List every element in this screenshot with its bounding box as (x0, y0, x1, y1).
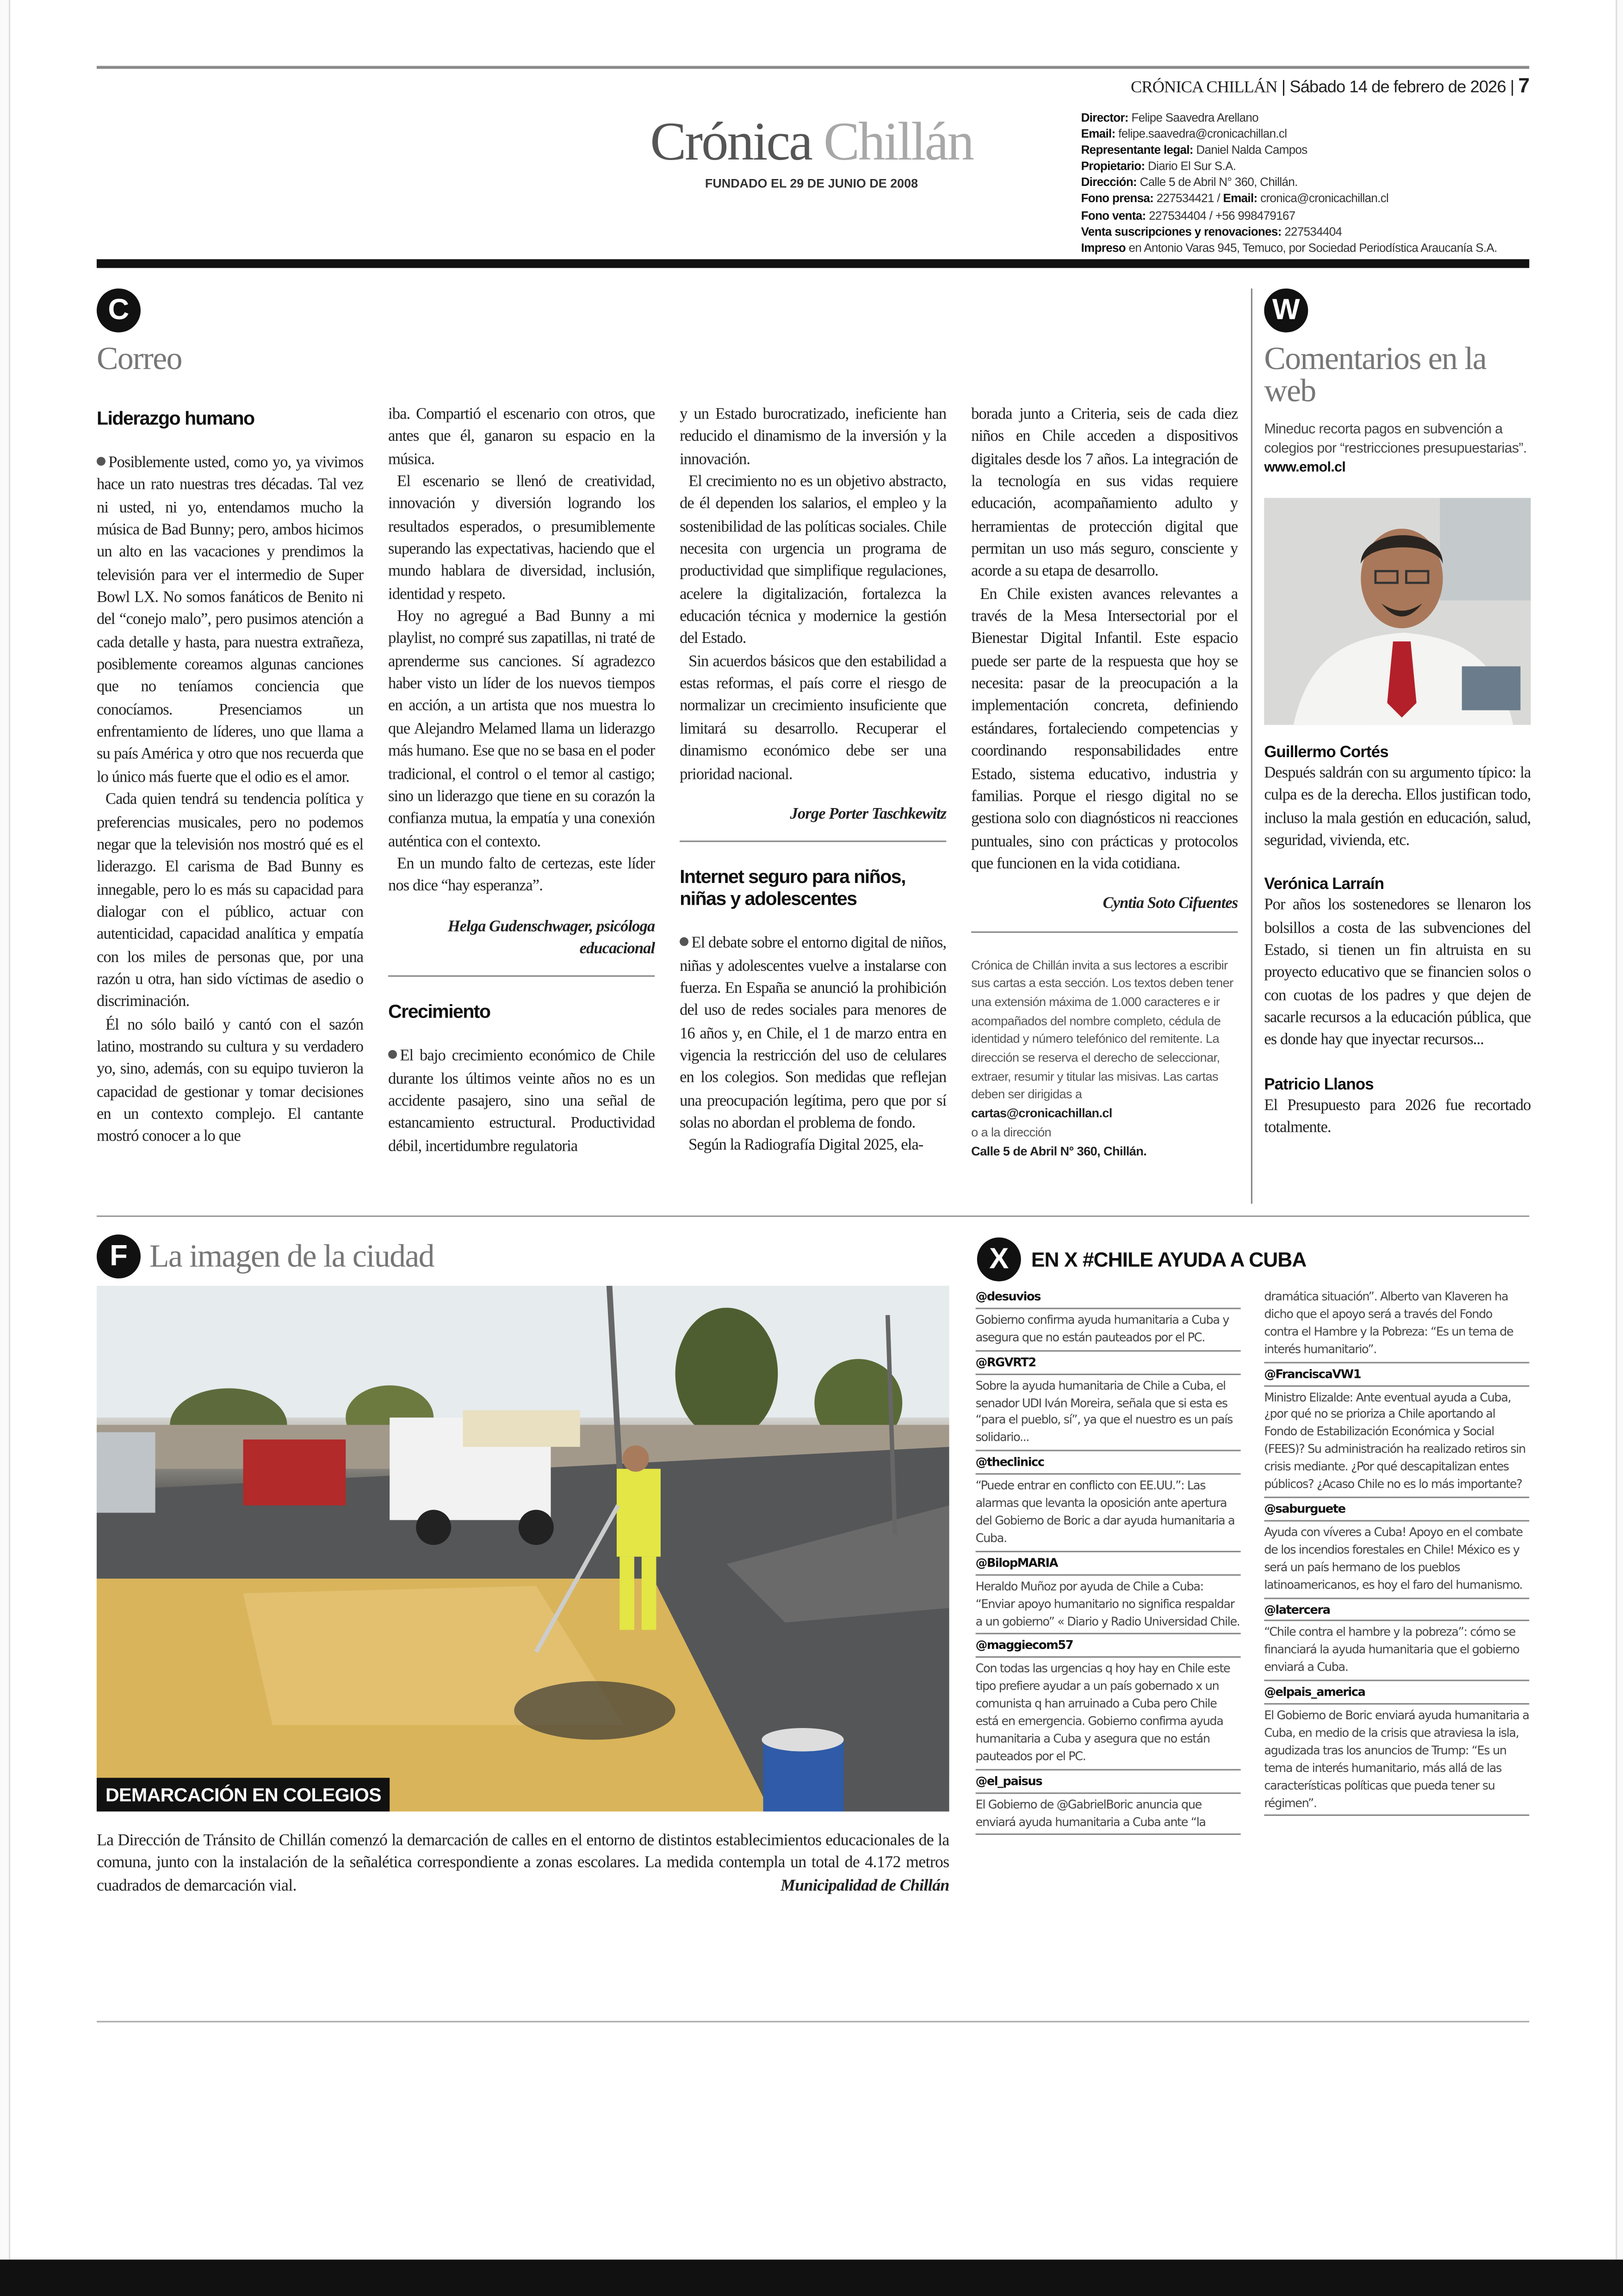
letters-notice: Crónica de Chillán invita a sus lectores a escribir sus cartas a esta sección. Los textos deben tener una extensión máxima de 1.000 caracteres e ir acompañados del nombre completo, cédula de identidad y número telefónico del remitente. La dirección se reserva el derecho de seleccionar, extraer, resumir y titular las misivas. Las cartas deben ser dirigidas a cartas@cronicachillan.cl o a la dirección Calle 5 de Abril N° 360, Chillán. (971, 957, 1233, 1158)
tweet-text: El Gobierno de @GabrielBoric anuncia que enviará ayuda humanitaria a Cuba ante “la (976, 1796, 1241, 1836)
founded-line: FUNDADO EL 29 DE JUNIO DE 2008 (705, 175, 918, 191)
top-rule (97, 66, 1529, 68)
city-photo (97, 1286, 949, 1812)
photo-credit: Municipalidad de Chillán (781, 1876, 949, 1895)
masthead-line: Representante legal: Daniel Nalda Campos (1081, 143, 1307, 157)
tweet (976, 1773, 1241, 1835)
tweet-handle[interactable]: @FranciscaVW1 (1264, 1366, 1529, 1386)
comment-text: Después saldrán con su argumento típico: la culpa es de la derecha. Ellos justifican todo, incluso la mala gestión en educación, salud, seguridad, vivienda, etc. (1264, 764, 1531, 850)
folio-date: Sábado 14 de febrero de 2026 (1289, 79, 1506, 97)
newspaper-page (9, 0, 1617, 2259)
letters-column-1: Liderazgo humano Posiblemente usted, como yo, ya vivimos hace un rato nuestras tres décadas. Tal vez ni usted, ni yo, entendamos mucho la música de Bad Bunny; pero, ambos hicimos un alto en las vacaciones y prendimos la televisión para ver el intermedio de Super Bowl LX. No somos fanáticos de Benito ni del “conejo malo”, pero pusimos atención a cada detalle y hasta, para nuestra extrañeza, posiblemente coreamos algunas canciones que no teníamos conciencia que conocíamos. Presenciamos un enfrentamiento de líderes, uno que llama a su país América y otro que nos recuerda que lo único más fuerte que el odio es el amor. Cada quien tendrá su tendencia política y preferencias musicales, pero no podemos negar que la televisión nos mostró qué es el liderazgo. El carisma de Bad Bunny es innegable, pero lo es más su capacidad para dialogar con el público, actuar con autenticidad, capacidad analítica y empatía con los miles de personas que, por una razón u otra, han sido víctimas de asedio o discriminación. Él no sólo bailó y cantó con el sazón latino, mostrando su cultura y su verdadero yo, sino, además, con su equipo tuvieron la capacidad de gestionar y tomar decisiones en un contexto complejo. El cantante mostró conocer a lo que (96, 407, 364, 1146)
divider (971, 931, 1238, 932)
letter-signature: Jorge Porter Taschkewitz (790, 805, 947, 823)
letters-column-4: borada junto a Criteria, seis de cada diez niños en Chile acceden a dispositivos digitales desde los 7 años. La integración de la tecnología en sus vidas requiere educación, acompañamiento adulto y herramientas de protección digital que permitan un uso más seguro, consciente y acorde a su etapa de desarrollo. En Chile existen avances relevantes a través de la Mesa Intersectorial por el Bienestar Digital Infantil. Este espacio puede ser parte de la respuesta que hoy se necesita: pasar de la preocupación a la implementación concreta, definiendo estándares, fortaleciendo competencias y coordinando responsabilidades entre Estado, sistema educativo, industria y familias. Porque el riesgo digital no se gestiona solo con diagnósticos ni reacciones puntuales, sino con prácticas y protocolos que funcionen en la vida cotidiana. Cyntia Soto Cifuentes Crónica de Chillán invita a sus lectores a escribir sus cartas a esta sección. Los textos deben tener una extensión máxima de 1.000 caracteres e ir acompañados del nombre completo, cédula de identidad y número telefónico del remitente. La dirección se reserva el derecho de seleccionar, extraer, resumir y titular las misivas. Las cartas deben ser dirigidas a cartas@cronicachillan.cl o a la dirección Calle 5 de Abril N° 360, Chillán. (971, 404, 1238, 1160)
tweet-text: Heraldo Muñoz por ayuda de Chile a Cuba: “Enviar apoyo humanitario no significa respaldar a un gobierno” « Diario y Radio Universidad Chile. (976, 1578, 1241, 1635)
masthead-line: Dirección: Calle 5 de Abril N° 360, Chillán. (1081, 176, 1298, 190)
letters-column-2: iba. Compartió el escenario con otros, que antes que él, ganaron su espacio en la música. El escenario se llenó de creatividad, innovación y diversión logrando los resultados esperados, o presumiblemente superando las expectativas, haciendo que el mundo hablara de diversidad, inclusión, identidad y respeto. Hoy no agregué a Bad Bunny a mi playlist, no compré sus zapatillas, ni traté de aprenderme sus canciones. Sí agradezco haber visto un líder de los nuevos tiempos en acción, a un artista que nos muestra lo que Alejandro Melamed llama un liderazgo más humano. Ese que no se basa en el poder tradicional, el control o el temor al castigo; sino un liderazgo que tiene en su corazón la confianza mutua, la empatía y una conexión auténtica con el contexto. En un mundo falto de certezas, este líder nos dice “hay esperanza”. Helga Gudenschwager, psicóloga educacional Crecimiento El bajo crecimiento económico de Chile durante los últimos veinte años no es un accidente pasajero, sino una señal de estancamiento estructural. Productividad débil, incertidumbre regulatoria (388, 406, 655, 1155)
web-comment (1264, 742, 1530, 853)
section-title-correo: Correo (96, 339, 182, 376)
letter-heading: Liderazgo humano (96, 407, 254, 429)
comment-text: Por años los sostenedores se llenaron los bolsillos a costa de las subvenciones del Estado, si tienen un fin altruista en su proyecto educativo que se financien solos o con cuotas de los padres y que dejen de sacarle recursos a la educación pública, que es donde hay que inyectar recursos... (1264, 896, 1531, 1049)
masthead-line: Director: Felipe Saavedra Arellano (1081, 111, 1258, 125)
section-title-web: Comentarios en la web (1264, 339, 1487, 409)
tweet-text: “Chile contra el hambre y la pobreza”: cómo se financiará la ayuda humanitaria que el gobierno enviará a Cuba. (1264, 1624, 1529, 1681)
tweet-handle[interactable]: @elpais_america (1264, 1684, 1529, 1704)
tweet-text: Gobierno confirma ayuda humanitaria a Cuba y asegura que no están pauteados por el PC. (976, 1312, 1241, 1352)
section-badge-c: C (97, 289, 141, 333)
masthead-line: Propietario: Diario El Sur S.A. (1081, 160, 1236, 173)
street-marking-image (97, 1286, 949, 1812)
web-comment (1264, 875, 1530, 1052)
tweet (976, 1289, 1241, 1351)
bullet-icon (97, 457, 105, 466)
folio: CRÓNICA CHILLÁN | Sábado 14 de febrero de 2026 | 7 (1131, 73, 1530, 97)
letter-signature: Cyntia Soto Cifuentes (1103, 895, 1238, 913)
tweet-handle[interactable]: @desuvios (976, 1289, 1241, 1309)
tweet (1264, 1684, 1529, 1816)
folio-paper: CRÓNICA CHILLÁN (1131, 79, 1277, 97)
section-badge-f: F (97, 1234, 141, 1278)
divider (388, 975, 655, 977)
bullet-icon (388, 1050, 397, 1059)
web-comment (1264, 1074, 1530, 1140)
tweet (1264, 1501, 1529, 1599)
section-badge-x: X (977, 1237, 1021, 1281)
commenter-photo (1264, 498, 1530, 725)
photo-caption: La Dirección de Tránsito de Chillán comenzó la demarcación de calles en el entorno de distintos establecimientos educacionales de la comuna, junto con la instalación de la señalética correspondiente a zonas escolares. La medida contempla un total de 4.172 metros cuadrados de demarcación vial. Municipalidad de Chillán (97, 1831, 949, 1898)
tweet-handle[interactable]: @latercera (1264, 1601, 1529, 1622)
tweet-handle[interactable]: @theclinicc (976, 1455, 1241, 1475)
divider (680, 841, 946, 842)
commenter-name: Guillermo Cortés (1264, 744, 1388, 762)
commenter-name: Patricio Llanos (1264, 1076, 1374, 1094)
tweet-text: “Puede entrar en conflicto con EE.UU.”: Las alarmas que levanta la oposición ante apertura del Gobierno de Boric a dar ayuda humanitaria a Cuba. (976, 1478, 1241, 1552)
web-headline: Mineduc recorta pagos en subvención a colegios por “restricciones presupuestarias”. www.emol.cl (1264, 421, 1527, 476)
tweets-column-a (976, 1289, 1241, 1839)
masthead-line: Fono venta: 227534404 / +56 998479167 (1081, 209, 1295, 222)
masthead-line: Impreso en Antonio Varas 945, Temuco, por Sociedad Periodística Araucanía S.A. (1081, 241, 1497, 255)
letter-heading: Internet seguro para niños, niñas y adolescentes (680, 865, 905, 910)
tweet-handle[interactable]: @saburguete (1264, 1501, 1529, 1521)
letter-signature: Helga Gudenschwager, psicóloga educacional (447, 917, 655, 958)
web-comments (1264, 742, 1530, 1162)
tweets-column-b (1264, 1289, 1529, 1820)
bottom-rule (97, 2021, 1529, 2022)
web-source-link[interactable]: www.emol.cl (1264, 460, 1346, 476)
letters-email[interactable]: cartas@cronicachillan.cl (971, 1105, 1112, 1121)
tweet-text: Sobre la ayuda humanitaria de Chile a Cuba, el senador UDI Iván Moreira, señala que si esta es “para el pueblo, sí”, ya que el nuestro es un país solidario... (976, 1377, 1241, 1451)
tweet (976, 1555, 1241, 1635)
bullet-icon (680, 938, 688, 946)
tweet-handle[interactable]: @BilopMARIA (976, 1555, 1241, 1575)
tweet-text: Con todas las urgencias q hoy hay en Chile este tipo prefiere ayudar a un país gobernado x un comunista q han arruinado a Cuba pero Chile está en emergencia. Gobierno confirma ayuda humanitaria a Cuba y asegura que no están pauteados por el PC. (976, 1661, 1241, 1770)
section-title-x: EN X #CHILE AYUDA A CUBA (1031, 1247, 1307, 1271)
tweet (976, 1638, 1241, 1770)
letters-column-3: y un Estado burocratizado, ineficiente han reducido el dinamismo de la inversión y la innovación. El crecimiento no es un objetivo abstracto, de él dependen los salarios, el empleo y la sostenibilidad de las políticas sociales. Chile necesita con urgencia un programa de productividad que simplifique regulaciones, acelere la digitalización, fortalezca la educación técnica y modernice la gestión del Estado. Sin acuerdos básicos que den estabilidad a estas reformas, el país corre el riesgo de normalizar un crecimiento insuficiente que limitará su desarrollo. Recuperar el dinamismo económico debe ser una prioridad nacional. Jorge Porter Taschkewitz Internet seguro para niños, niñas y adolescentes El debate sobre el entorno digital de niños, niñas y adolescentes vuelve a instalarse con fuerza. En España se anunció la prohibición del uso de redes sociales para menores de 16 años y, en Chile, el 1 de marzo entra en vigencia la restricción del uso de celulares en los colegios. Son medidas que reflejan una preocupación legítima, pero que por sí solas no abordan el problema de fondo. Según la Radiografía Digital 2025, ela- (680, 406, 947, 1154)
column-divider (1251, 289, 1252, 1204)
tweet-text: Ministro Elizalde: Ante eventual ayuda a Cuba, ¿por qué no se prioriza a Chile aportando al Fondo de Estabilización Económica y Social (FEES)? Su administración ha realizado retiros sin crisis mediante. ¿Por qué descapitalizan entes públicos? ¿Acaso Chile no es lo más importante? (1264, 1389, 1529, 1498)
masthead-info (1081, 110, 1550, 256)
commenter-name: Verónica Larraín (1264, 876, 1384, 894)
tweet-handle[interactable]: @maggiecom57 (976, 1638, 1241, 1658)
section-title-imagen: La imagen de la ciudad (149, 1237, 434, 1274)
letter-heading: Crecimiento (388, 1000, 490, 1023)
header-bar (97, 259, 1529, 268)
tweet (1264, 1366, 1529, 1498)
photo-tag: DEMARCACIÓN EN COLEGIOS (97, 1778, 390, 1812)
page-number: 7 (1518, 73, 1530, 97)
masthead-line: Fono prensa: 227534421 / Email: cronica@cronicachillan.cl (1081, 192, 1389, 206)
masthead-line: Venta suscripciones y renovaciones: 227534404 (1081, 225, 1342, 238)
tweet-text: Ayuda con víveres a Cuba! Apoyo en el combate de los incendios forestales en Chile! México es y será un país hermano de los pueblos latinoamericanos, es hoy el faro del humanismo. (1264, 1524, 1529, 1599)
tweet-handle[interactable]: @RGVRT2 (976, 1354, 1241, 1375)
section-badge-w: W (1264, 289, 1308, 333)
section-divider (97, 1216, 1529, 1217)
tweet-handle[interactable]: @el_paisus (976, 1773, 1241, 1793)
logo: Crónica Chillán (650, 112, 973, 173)
man-portrait-image (1264, 498, 1530, 725)
tweet-text: dramática situación”. Alberto van Klaveren ha dicho que el apoyo será a través del Fondo contra el Hambre y la Pobreza: “Es un tema de interés humanitario”. (1264, 1289, 1529, 1363)
tweet (976, 1455, 1241, 1552)
tweet-text: El Gobierno de Boric enviará ayuda humanitaria a Cuba, en medio de la crisis que atraviesa la isla, agudizada tras los anuncios de Trump: “Es un tema de interés humanitario, más allá de las características políticas que pueda tener su régimen”. (1264, 1708, 1529, 1817)
viewer-bottom-bar (0, 2259, 1623, 2296)
tweet (1264, 1289, 1529, 1363)
tweet (976, 1354, 1241, 1452)
masthead-line: Email: felipe.saavedra@cronicachillan.cl (1081, 127, 1287, 141)
comment-text: El Presupuesto para 2026 fue recortado totalmente. (1264, 1096, 1531, 1137)
tweet (1264, 1601, 1529, 1681)
letters-address: Calle 5 de Abril N° 360, Chillán. (971, 1143, 1147, 1158)
